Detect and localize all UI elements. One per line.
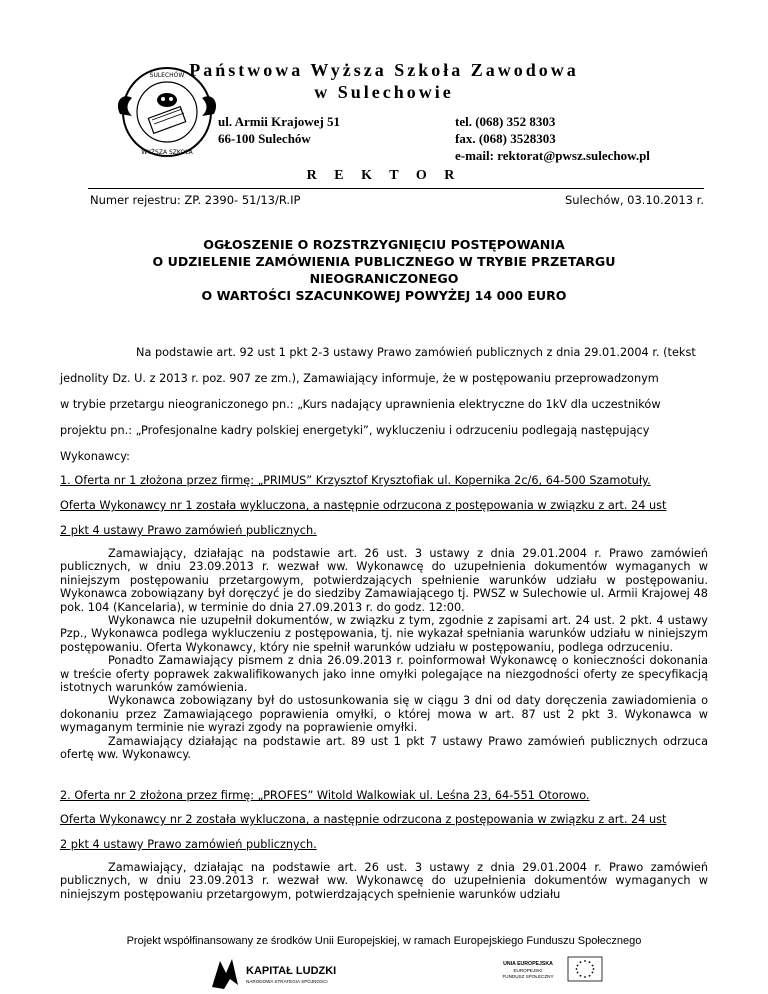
- offer2-paragraph: Zamawiający, działając na podstawie art. 26 ust. 3 ustawy z dnia 29.01.2004 r. Prawo zamówień publicznych, w dniu 23.09.2013 r. wezwał ww. Wykonawcę do uzupełnienia dokumentów wymaganych w niniejszym postępowaniu przetargowym, potwierdzających spełnienie warunków udziału: [60, 861, 708, 901]
- email: e-mail: rektorat@pwsz.sulechow.pl: [455, 148, 650, 163]
- offer2-heading: 2. Oferta nr 2 złożona przez firmę: „PROFES” Witold Walkowiak ul. Leśna 23, 64-551 Otorowo.: [60, 789, 590, 802]
- project-footnote: Projekt współfinansowany ze środków Unii Europejskiej, w ramach Europejskiego Funduszu Społecznego: [126, 935, 642, 947]
- offer2-status-line1: Oferta Wykonawcy nr 2 została wykluczona, a następnie odrzucona z postępowania w związku z art. 24 ust: [60, 813, 667, 826]
- offer1-status-line1: Oferta Wykonawcy nr 1 została wykluczona, a następnie odrzucona z postępowania w związku z art. 24 ust: [60, 499, 667, 512]
- offer1-paragraph: Wykonawca zobowiązany był do ustosunkowania się w ciągu 3 dni od daty doręczenia zawiadomienia o dokonaniu przez Zamawiającego poprawienia omyłki, o której mowa w art. 87 ust 2 pkt 3. Wykonawca w wymaganym terminie nie wyrazi zgody na poprawienie omyłki.: [60, 694, 708, 735]
- intro-line5: Wykonawcy:: [60, 450, 130, 463]
- kl-logo-title: KAPITAŁ LUDZKI: [246, 965, 337, 977]
- title-line2: O UDZIELENIE ZAMÓWIENIA PUBLICZNEGO W TRYBIE PRZETARGU: [152, 254, 616, 269]
- register-number: Numer rejestru: ZP. 2390- 51/13/R.IP: [90, 193, 301, 207]
- kapital-ludzki-logo: [210, 955, 360, 991]
- intro-line3: w trybie przetargu nieograniczonego pn.: „Kurs nadający uprawnienia elektryczne do 1kV dla uczestników: [60, 398, 661, 411]
- title-line4: O WARTOŚCI SZACUNKOWEJ POWYŻEJ 14 000 EURO: [201, 288, 567, 303]
- offer1-body: [60, 547, 708, 762]
- title-line1: OGŁOSZENIE O ROZSTRZYGNIĘCIU POSTĘPOWANIA: [203, 237, 565, 252]
- svg-text:WYŻSZA SZKOŁA: WYŻSZA SZKOŁA: [141, 149, 193, 156]
- phone: tel. (068) 352 8303: [455, 114, 556, 129]
- offer2-status-line2: 2 pkt 4 ustawy Prawo zamówień publicznych.: [60, 838, 317, 851]
- eu-logo-line2: EUROPEJSKI: [513, 968, 543, 973]
- university-name-line2: w Sulechowie: [314, 82, 454, 102]
- offer1-paragraph: Wykonawca nie uzupełnił dokumentów, w związku z tym, zgodnie z zapisami art. 24 ust. 2 pkt. 4 ustawy Pzp., Wykonawca podlega wykluczeniu z postępowania, tj. nie wykazał spełniania warunków udziału w niniejszym postępowaniu. Oferta Wykonawcy, który nie spełnił warunków udziału w postępowaniu, podlega odrzuceniu.: [60, 614, 708, 654]
- intro-line2: jednolity Dz. U. z 2013 r. poz. 907 ze zm.), Zamawiający informuje, że w postępowaniu przeprowadzonym: [60, 372, 659, 385]
- eu-logo-line1: UNIA EUROPEJSKA: [503, 961, 553, 967]
- office-title: R E K T O R: [306, 168, 462, 183]
- intro-line1: Na podstawie art. 92 ust 1 pkt 2-3 ustawy Prawo zamówień publicznych z dnia 29.01.2004 r. (tekst: [136, 346, 696, 359]
- university-name-line1: Państwowa Wyższa Szkoła Zawodowa: [189, 60, 579, 80]
- seal-text: SULECHÓW: [149, 72, 185, 79]
- offer1-paragraph: Zamawiający działając na podstawie art. 89 ust 1 pkt 7 ustawy Prawo zamówień publicznych odrzuca ofertę ww. Wykonawcy.: [60, 734, 708, 762]
- kl-logo-subtitle: NARODOWA STRATEGIA SPÓJNOŚCI: [246, 979, 328, 984]
- eu-social-fund-logo: [488, 955, 606, 991]
- header-divider: [88, 188, 704, 189]
- offer1-paragraph: Zamawiający, działając na podstawie art. 26 ust. 3 ustawy z dnia 29.01.2004 r. Prawo zamówień publicznych, w dniu 23.09.2013 r. wezwał ww. Wykonawcę do uzupełnienia dokumentów wymaganych w niniejszym postępowaniu przetargowym, potwierdzających spełnienie warunków udziału w postępowaniu. Wykonawca zobowiązany był doręczyć je do siedziby Zamawiającego tj. PWSZ w Sulechowie ul. Armii Krajowej 48 pok. 104 (Kancelaria), w terminie do dnia 27.09.2013 r. do godz. 12:00.: [60, 547, 708, 614]
- address-street: ul. Armii Krajowej 51: [218, 114, 341, 129]
- eu-logo-line3: FUNDUSZ SPOŁECZNY: [502, 974, 554, 979]
- offer1-status-line2: 2 pkt 4 ustawy Prawo zamówień publicznych.: [60, 524, 317, 537]
- address-city: 66-100 Sulechów: [218, 131, 311, 146]
- fax: fax. (068) 3528303: [455, 131, 556, 146]
- offer1-paragraph: Ponadto Zamawiający pismem z dnia 26.09.2013 r. poinformował Wykonawcę o konieczności dokonania w treście oferty poprawek zakwalifikowanych jako inne omyłki polegające na niezgodności oferty ze specyfikacją istotnych warunków zamówienia.: [60, 654, 708, 695]
- intro-line4: projektu pn.: „Profesjonalne kadry polskiej energetyki”, wykluczeniu i odrzuceniu podlegają następujący: [60, 424, 650, 437]
- title-line3: NIEOGRANICZONEGO: [309, 271, 459, 286]
- place-date: Sulechów, 03.10.2013 r.: [564, 193, 704, 207]
- offer1-heading: 1. Oferta nr 1 złożona przez firmę: „PRIMUS” Krzysztof Krysztofiak ul. Kopernika 2c/6, 64-500 Szamotuły.: [60, 474, 651, 487]
- offer2-body: [60, 861, 708, 901]
